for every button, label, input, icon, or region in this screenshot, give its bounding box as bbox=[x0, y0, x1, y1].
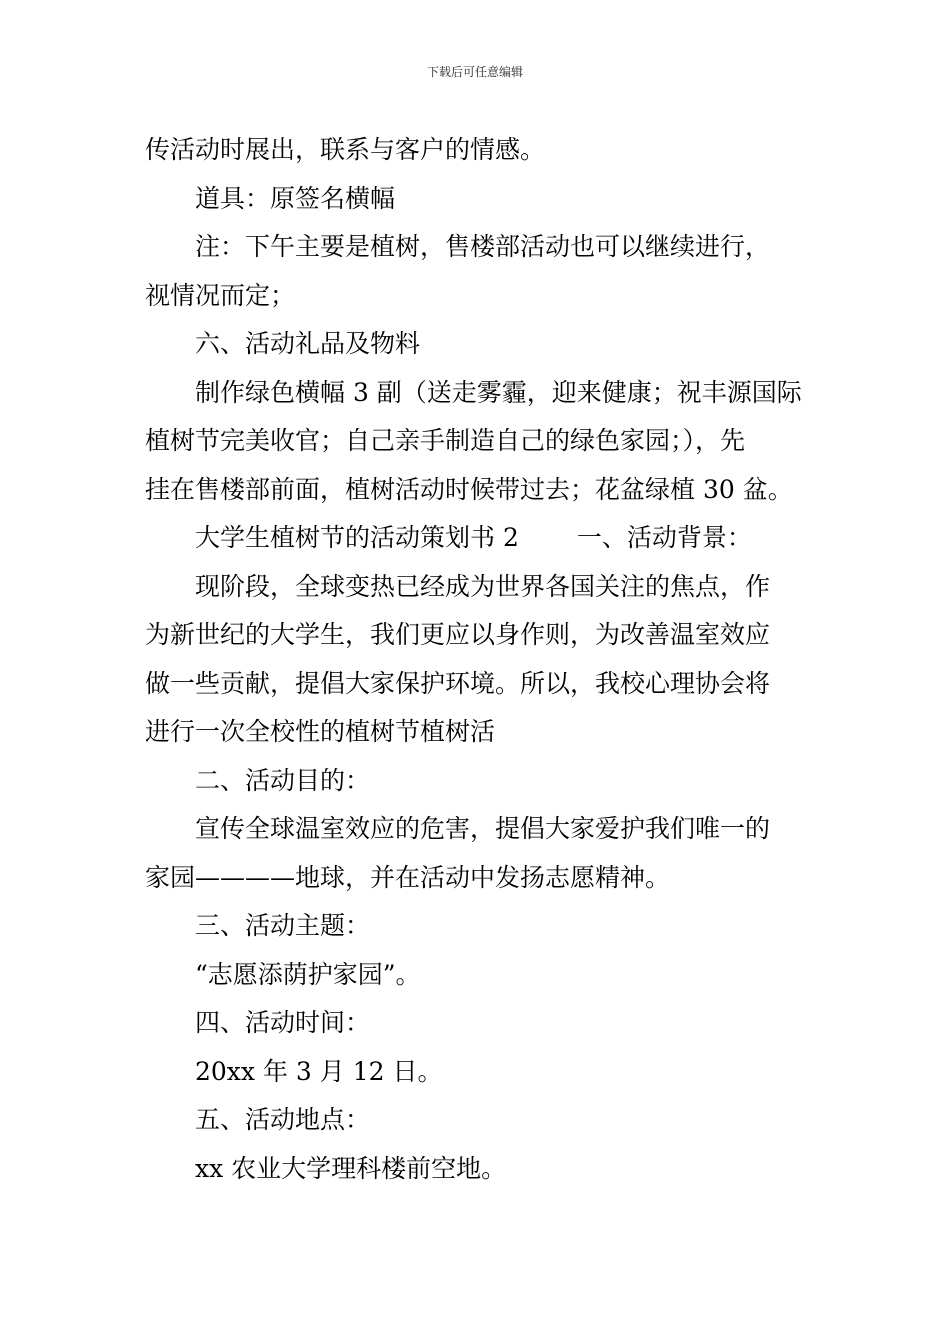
document-body bbox=[145, 126, 807, 1193]
text-line: 为新世纪的大学生，我们更应以身作则，为改善温室效应 bbox=[145, 620, 771, 649]
text-line: xx 农业大学理科楼前空地。 bbox=[195, 1153, 507, 1183]
text-line: 宣传全球温室效应的危害，提倡大家爱护我们唯一的 bbox=[195, 814, 771, 843]
text-line: 制作绿色横幅 3 副（送走雾霾，迎来健康；祝丰源国际 bbox=[195, 377, 802, 407]
document-title: 大学生植树节的活动策划书 2 bbox=[195, 523, 519, 552]
paragraph-block-2 bbox=[145, 563, 807, 1194]
text-line: 进行一次全校性的植树节植树活 bbox=[145, 717, 496, 746]
section-heading: 三、活动主题： bbox=[195, 911, 371, 940]
text-line: 挂在售楼部前面，植树活动时候带过去；花盆绿植 30 盆。 bbox=[145, 474, 793, 504]
title-line-content bbox=[145, 514, 807, 563]
text-line: 现阶段，全球变热已经成为世界各国关注的焦点，作 bbox=[195, 571, 771, 601]
text-line: 注：下午主要是植树，售楼部活动也可以继续进行， bbox=[195, 232, 771, 261]
title-line bbox=[145, 514, 807, 563]
text-line: 传活动时展出，联系与客户的情感。 bbox=[145, 135, 546, 164]
section-heading: 五、活动地点： bbox=[195, 1105, 371, 1134]
text-line: 家园————地球，并在活动中发扬志愿精神。 bbox=[145, 862, 671, 892]
text-line: 植树节完美收官；自己亲手制造自己的绿色家园；），先 bbox=[145, 426, 746, 455]
section-heading: 四、活动时间： bbox=[195, 1008, 371, 1037]
text-line: “志愿添荫护家园”。 bbox=[195, 959, 421, 989]
section-heading: 六、活动礼品及物料 bbox=[195, 329, 421, 358]
paragraph-block-1 bbox=[145, 126, 807, 514]
section-heading: 一、活动背景： bbox=[576, 523, 752, 552]
text-line: 做一些贡献，提倡大家保护环境。所以，我校心理协会将 bbox=[145, 668, 771, 698]
text-line: 20xx 年 3 月 12 日。 bbox=[195, 1056, 443, 1086]
text-line: 道具：原签名横幅 bbox=[195, 183, 396, 213]
page-header-note: 下载后可任意编辑 bbox=[426, 65, 523, 79]
section-heading: 二、活动目的： bbox=[195, 765, 371, 795]
text-line: 视情况而定； bbox=[145, 280, 296, 310]
